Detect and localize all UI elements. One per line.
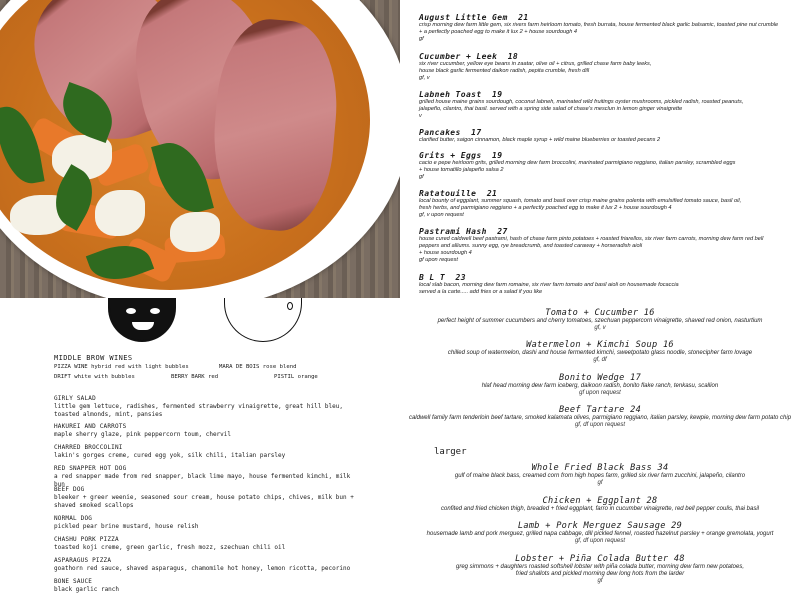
menu-item-title: BEEF DOG	[54, 486, 85, 493]
menu-item-desc: bleeker + greer weenie, seasoned sour cream, house potato chips, chives, milk bun + shaved smoked scallops	[54, 494, 354, 509]
item-desc: greg simmons + daughters roasted softshell lobster with piña colada butter, morning dew farm new potatoes,	[456, 564, 744, 570]
item-name: Grits + Eggs	[419, 151, 482, 160]
item-tags: gf, df	[593, 357, 607, 363]
menu-item-desc: goathorn red sauce, shaved asparagus, chamomile hot honey, lemon ricotta, pecorino	[54, 565, 351, 572]
item-desc: six river cucumber, yellow eye beans in zaatar, olive oil + citrus, grilled chase farm baby leeks,	[419, 61, 652, 67]
section-heading-larger: larger	[434, 447, 467, 457]
menu-item-title: CHARRED BROCCOLINI	[54, 444, 123, 451]
small-plate-item	[400, 340, 800, 364]
item-desc: grilled house maine grains sourdough, coconut labneh, marinated wild fruitings oyster mushrooms, pickled radish, roasted peanuts,	[419, 99, 744, 105]
item-name: Pancakes	[419, 128, 461, 137]
onion-petal	[170, 212, 220, 252]
menu-item-desc: a red snapper made from red snapper, black lime mayo, house fermented kimchi, milk bun	[54, 473, 351, 488]
menu-item	[54, 515, 354, 531]
brunch-item	[419, 52, 791, 82]
item-desc: perfect height of summer cucumbers and cherry tomatoes, szechuan peppercorn vinaigrette, shaved red onion, nasturtium	[437, 318, 763, 324]
menu-item-title: GIRLY SALAD	[54, 395, 96, 402]
item-name: Tomato + Cucumber	[545, 308, 639, 318]
item-price: 19	[492, 90, 503, 99]
brunch-item	[419, 189, 791, 219]
item-name: Bonito Wedge	[558, 373, 625, 383]
item-name: August Little Gem	[419, 13, 508, 22]
larger-plate-item	[400, 521, 800, 545]
item-price: 48	[673, 554, 685, 564]
right-menu-page	[400, 0, 800, 600]
onion-petal	[95, 190, 145, 236]
item-name: Lobster + Piña Colada Butter	[515, 554, 669, 564]
menu-item-title: CHASHU PORK PIZZA	[54, 536, 119, 543]
item-desc: caldwell family farm tenderloin beef tartare, smoked kalamata olives, parmigiano reggiano, italian parsley, kewpie, morning dew farm potato chip	[408, 415, 792, 421]
item-tags: gf	[419, 174, 424, 180]
food-photo	[0, 0, 400, 298]
circle-logo-icon	[224, 298, 302, 342]
item-price: 19	[492, 151, 503, 160]
wine-item: PISTIL orange	[274, 374, 318, 380]
item-tags: gf, df upon request	[574, 538, 626, 544]
left-menu-page	[0, 298, 400, 600]
item-desc: gulf of maine black bass, creamed corn from high hopes farm, grilled six river farm zucchini, jalapeño, cilantro	[454, 473, 746, 479]
item-name: Ratatouille	[419, 189, 477, 198]
menu-item-title: NORMAL DOG	[54, 515, 93, 522]
item-price: 24	[630, 405, 642, 415]
item-desc: house cured caldwell beef pastrami, hash of chase farm pinto potatoes + roasted friarellos, six river farm carrots, morning dew farm red bell	[419, 236, 764, 242]
brunch-item	[419, 273, 791, 296]
small-plate-item	[400, 308, 800, 332]
item-desc: cacio e pepe heirloom grits, grilled morning dew farm broccolini, marinated parmigiano reggiano, italian parsley, scrambled eggs	[419, 160, 736, 166]
item-desc: crisp morning dew farm little gem, six rivers farm heirloom tomato, fresh burrata, house fermented black garlic balsamic, toasted pine nut crumble	[419, 22, 779, 28]
item-tags: gf	[597, 480, 603, 486]
item-desc: + a perfectly poached egg to make it lux 2 + house sourdough 4	[419, 29, 577, 35]
menu-item-desc: little gem lettuce, radishes, fermented strawberry vinaigrette, great hill bleu, toasted almonds, mint, pansies	[54, 403, 343, 418]
item-desc: fresh herbs, and parmigiano reggiano + a perfectly poached egg to make it lux 2 + house sourdough 4	[419, 205, 672, 211]
item-tags: gf, v upon request	[419, 212, 464, 218]
larger-plate-item	[400, 496, 800, 513]
item-name: Chicken + Eggplant	[542, 496, 642, 506]
item-price: 17	[630, 373, 642, 383]
larger-plate-item	[400, 463, 800, 487]
item-desc: house black garlic fermented daikon radish, pepita crumble, fresh dill	[419, 68, 590, 74]
item-desc: housemade lamb and pork merguez, grilled napa cabbage, dill pickled fennel, roasted hazelnut parsley + orange gremolata, yogurt	[426, 531, 774, 537]
item-name: B L T	[419, 273, 446, 282]
larger-plate-item	[400, 554, 800, 585]
item-price: 34	[657, 463, 669, 473]
item-desc: peppers and alliums. sunny egg, rye breadcrumb, and toasted caraway + horseradish aioli	[419, 243, 643, 249]
item-desc: jalapeño, cilantro, thai basil. served with a spring side salad of chase's mesclun in lemon ginger vinaigrette	[419, 106, 683, 112]
item-tags: gf, df upon request	[574, 422, 626, 428]
menu-item-title: HAKUREI AND CARROTS	[54, 423, 127, 430]
wine-item: PIZZA WINE hybrid red with light bubbles	[54, 364, 189, 370]
menu-item-desc: toasted koji creme, green garlic, fresh mozz, szechuan chili oil	[54, 544, 286, 551]
item-price: 21	[518, 13, 529, 22]
menu-item-desc: pickled pear brine mustard, house relish	[54, 523, 199, 530]
item-desc: hlaf head morning dew farm iceberg, daikoon radish, bonito flake ranch, tenkasu, scallion	[481, 383, 719, 389]
item-desc: clarified butter, saigon cinnamon, black maple syrup + wild maine blueberries or toasted pecans 2	[419, 137, 661, 143]
item-desc: local bounty of eggplant, summer squash, tomato and basil over crisp maine grains polenta with emulsified tomato sauce, basil oil,	[419, 198, 742, 204]
wine-item: BERRY BARK red	[171, 374, 219, 380]
menu-item-desc: black garlic ranch	[54, 586, 120, 593]
brunch-item	[419, 227, 791, 264]
brunch-item	[419, 128, 791, 144]
menu-item-title: BONE SAUCE	[54, 578, 93, 585]
item-name: Lamb + Pork Merguez Sausage	[517, 521, 666, 531]
item-desc: chilled soup of watermelon, dashi and house fermented kimchi, sweetpotato glass noodle, stonecipher farm lovage	[447, 350, 753, 356]
menu-item-desc: lakin's gorges creme, cured egg yok, silk chili, italian parsley	[54, 452, 286, 459]
menu-item-title: ASPARAGUS PIZZA	[54, 557, 112, 564]
item-name: Pastrami Hash	[419, 227, 487, 236]
item-tags: gf	[419, 36, 424, 42]
wines-title: MIDDLE BROW WINES	[54, 354, 133, 362]
item-desc: + house tomatillo jalapeño salsa 2	[419, 167, 504, 173]
menu-item	[54, 444, 354, 460]
item-name: Labneh Toast	[419, 90, 482, 99]
small-plate-item	[400, 373, 800, 397]
brunch-item	[419, 90, 791, 120]
item-desc: confited and fried chicken thigh, breaded + fried eggplant, farro in cucumber vinaigrette, red bell pepper coulis, thai basil	[440, 506, 760, 512]
item-name: Cucumber + Leek	[419, 52, 498, 61]
wine-item: MARA DE BOIS rose blend	[219, 364, 297, 370]
menu-item-desc: maple sherry glaze, pink peppercorn toum, chervil	[54, 431, 232, 438]
menu-item	[54, 557, 364, 573]
face-logo-icon	[108, 298, 176, 342]
item-desc: served a la carte..... add fries or a salad if you like	[419, 289, 543, 295]
item-name: Watermelon + Kimchi Soup	[526, 340, 658, 350]
menu-item	[54, 423, 354, 439]
item-price: 28	[646, 496, 658, 506]
item-tags: gf upon request	[579, 390, 621, 396]
menu-item	[54, 486, 354, 510]
item-price: 21	[486, 189, 498, 198]
item-price: 29	[671, 521, 683, 531]
item-name: Beef Tartare	[558, 405, 625, 415]
brunch-item	[419, 151, 791, 181]
menu-item	[54, 536, 354, 552]
menu-item	[54, 578, 354, 594]
item-tags: gf, v	[594, 325, 606, 331]
item-tags: gf, v	[419, 75, 430, 81]
brunch-item	[419, 13, 791, 43]
item-desc: + house sourdough 4	[419, 250, 472, 256]
menu-item	[54, 395, 354, 419]
item-price: 17	[471, 128, 482, 137]
item-tags: gf upon request	[419, 257, 458, 263]
item-price: 27	[497, 227, 508, 236]
menu-item-title: RED SNAPPER HOT DOG	[54, 465, 127, 472]
wine-item: DRIFT white with bubbles	[54, 374, 135, 380]
item-name: Whole Fried Black Bass	[531, 463, 652, 473]
item-price: 16	[643, 308, 655, 318]
item-tags: gf	[597, 578, 603, 584]
item-desc: local slab bacon, morning dew farm romaine, six river farm tomato and basil aioli on housemade focaccia	[419, 282, 679, 288]
item-price: 18	[507, 52, 519, 61]
item-price: 16	[662, 340, 674, 350]
item-tags: v	[419, 113, 422, 119]
small-plate-item	[400, 405, 800, 429]
item-desc: fried shallots and pickled morning dew long hots from the larder	[515, 571, 685, 577]
item-price: 23	[455, 273, 466, 282]
